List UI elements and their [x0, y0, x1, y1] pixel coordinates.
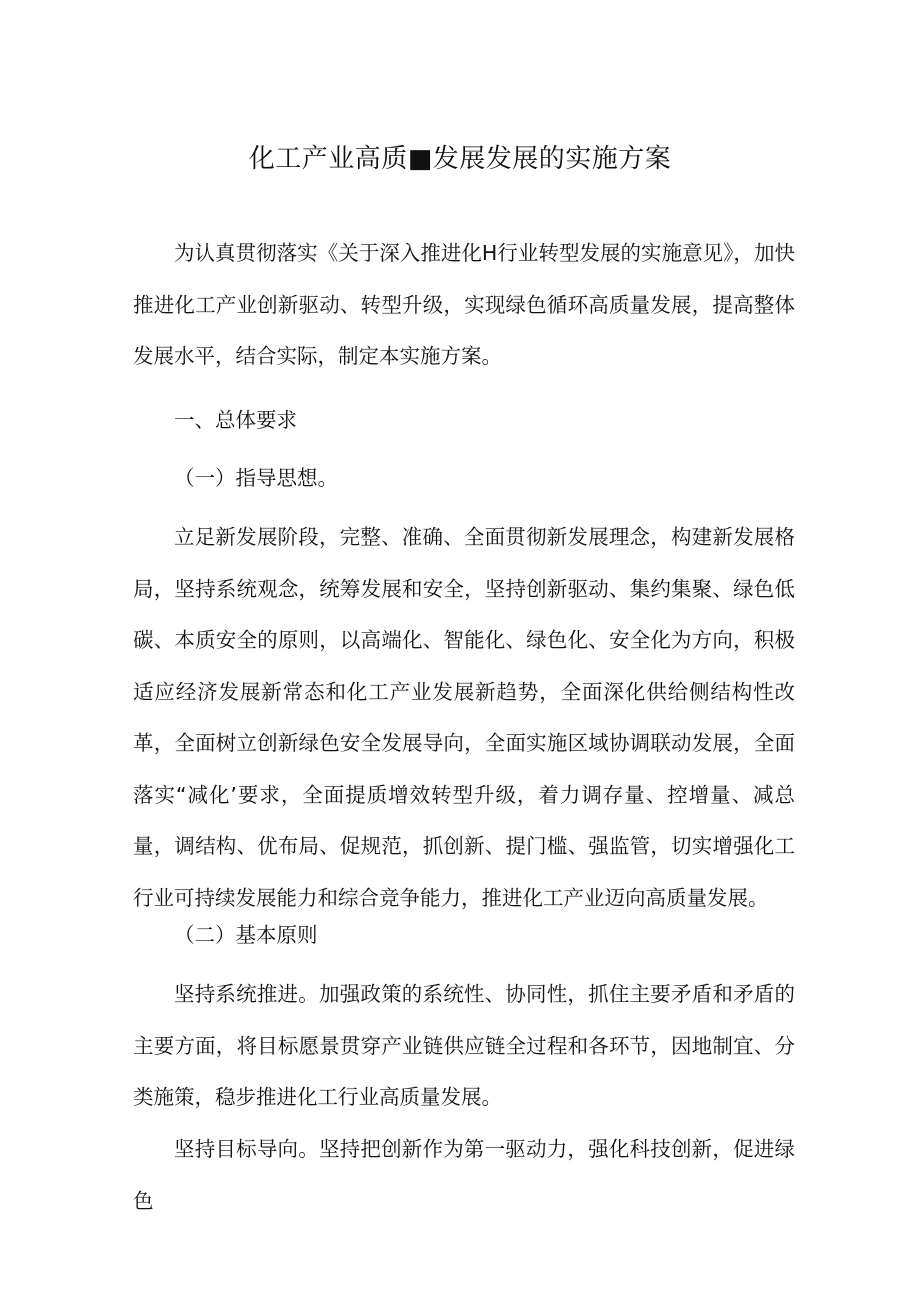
guiding-ideology-paragraph: 立足新发展阶段，完整、准确、全面贯彻新发展理念，构建新发展格局，坚持系统观念，统筹发展和安全，坚持创新驱动、集约集聚、绿色低碳、本质安全的原则，以高端化、智能化、绿色化、安全化为方向，积极适应经济发展新常态和化工产业发展新趋势，全面深化供给侧结构性改革，全面树立创新绿色安全发展导向，全面实施区域协调联动发展，全面落实“减化’要求，全面提质增效转型升级，着力调存量、控增量、减总量，调结构、优布局、促规范，抓创新、提门槛、强监管，切实增强化工行业可持续发展能力和综合竞争能力，推进化工产业迈向高质量发展。 [133, 525, 795, 910]
section-heading-general-requirements: 一、总体要求 [174, 408, 297, 432]
principle-goal-oriented-paragraph: 坚持目标导向。坚持把创新作为第一驱动力，强化科技创新，促进绿色 [133, 1137, 795, 1213]
subsection-heading-guiding-ideology: （一）指导思想。 [174, 466, 338, 490]
subsection-heading-basic-principles: （二）基本原则 [174, 923, 318, 947]
principle-systematic-paragraph: 坚持系统推进。加强政策的系统性、协同性，抓住主要矛盾和矛盾的主要方面，将目标愿景贯穿产业链供应链全过程和各环节，因地制宜、分类施策，稳步推进化工行业高质量发展。 [133, 982, 795, 1109]
intro-paragraph: 为认真贯彻落实《关于深入推进化H行业转型发展的实施意见》，加快推进化工产业创新驱动、转型升级，实现绿色循环高质量发展，提高整体发展水平，结合实际，制定本实施方案。 [133, 241, 795, 368]
document-title: 化工产业高质■发展发展的实施方案 [248, 144, 672, 174]
